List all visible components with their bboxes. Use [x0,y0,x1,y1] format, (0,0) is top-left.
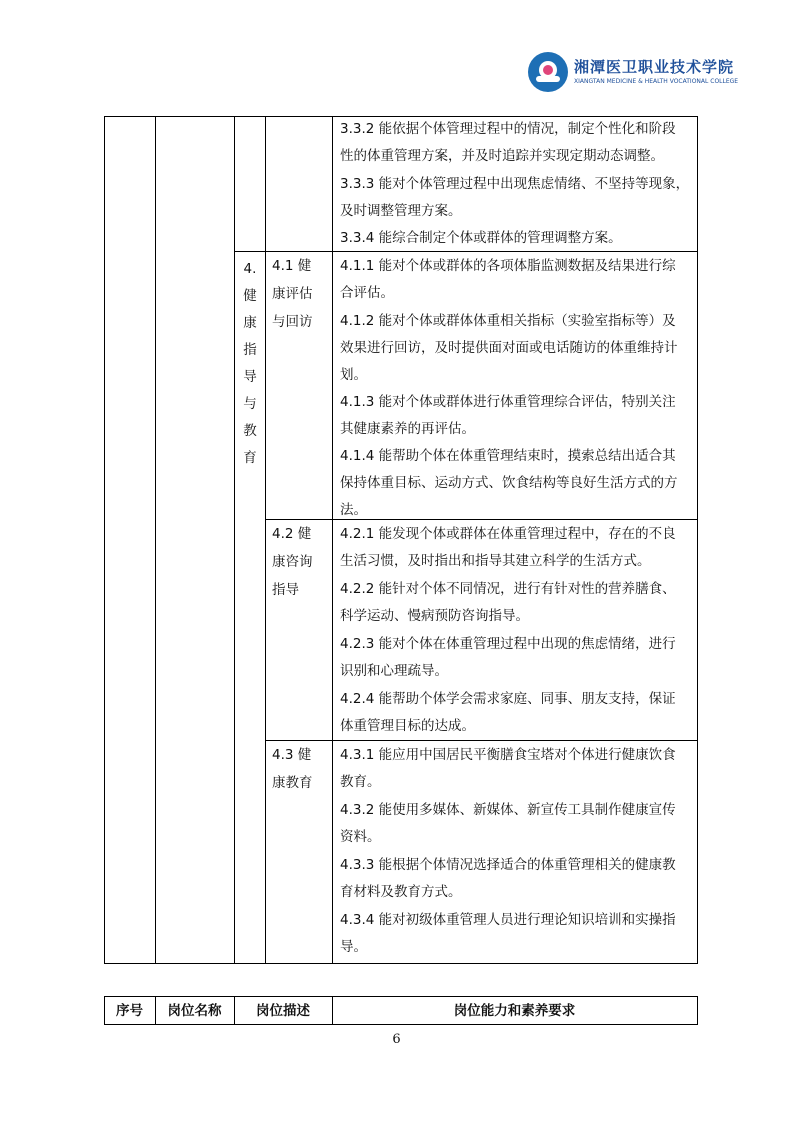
section-4-title-char: 导 [243,369,257,385]
item-4-3-4-line: 4.3.4 能对初级体重管理人员进行理论知识培训和实操指 [340,912,676,928]
college-name-en: XIANGTAN MEDICINE & HEALTH VOCATIONAL COLLEGE [574,78,739,85]
section-4-title [240,256,260,472]
section-4-title-char: 康 [243,315,257,331]
page-number: 6 [392,1032,401,1047]
item-3-3-2-line2: 性的体重管理方案，并及时追踪并实现定期动态调整。 [340,148,664,164]
section-4-title-char: 指 [243,342,257,358]
item-4-3-1-line: 4.3.1 能应用中国居民平衡膳食宝塔对个体进行健康饮食 [340,747,676,763]
section-4-title-char: 4. [243,261,257,277]
college-name-cn: 湘潭医卫职业技术学院 [574,58,735,76]
item-4-3-3-line: 育材料及教育方式。 [340,884,462,900]
college-logo [528,48,738,100]
item-4-1-4-line: 保持体重目标、运动方式、饮食结构等良好生活方式的方 [340,475,678,491]
sub-4-2-label-line: 康咨询 [272,554,313,570]
item-4-3-4-line: 导。 [340,939,367,955]
item-4-1-1-line: 4.1.1 能对个体或群体的各项体脂监测数据及结果进行综 [340,258,676,274]
header-col-position-name: 岗位名称 [167,1003,222,1019]
item-4-3-3-line: 4.3.3 能根据个体情况选择适合的体重管理相关的健康教 [340,857,676,873]
section-4-title-char: 育 [243,450,257,466]
sub-4-1-label-line: 与回访 [272,314,313,330]
item-4-1-3-line: 4.1.3 能对个体或群体进行体重管理综合评估，特别关注 [340,394,676,410]
section-4-title-char: 与 [243,396,257,412]
sub-4-3-label-line: 4.3 健 [272,747,312,763]
item-4-3-2-line: 资料。 [340,829,381,845]
sub-4-2-label-line: 指导 [272,582,299,598]
item-4-1-1-line: 合评估。 [340,285,394,301]
item-4-1-3-line: 其健康素养的再评估。 [340,421,475,437]
header-col-requirements: 岗位能力和素养要求 [453,1003,576,1019]
item-4-2-3-line: 4.2.3 能对个体在体重管理过程中出现的焦虑情绪，进行 [340,636,676,652]
item-4-2-2-line: 4.2.2 能针对个体不同情况，进行有针对性的营养膳食、 [340,581,676,597]
sub-4-3-label-line: 康教育 [272,775,313,791]
section-4-title-char: 健 [243,288,257,304]
item-3-3-2-line1: 3.3.2 能依据个体管理过程中的情况，制定个性化和阶段 [340,121,676,137]
sub-4-2-label-line: 4.2 健 [272,526,312,542]
header-col-position-desc: 岗位描述 [256,1003,310,1019]
item-4-1-2-line: 划。 [340,367,367,383]
item-4-3-1-line: 教育。 [340,774,381,790]
sub-4-1-label-line: 康评估 [272,286,313,302]
sub-4-1-label-line: 4.1 健 [272,258,312,274]
item-3-3-3-line1: 3.3.3 能对个体管理过程中出现焦虑情绪、不坚持等现象， [340,176,690,192]
item-4-1-2-line: 效果进行回访，及时提供面对面或电话随访的体重维持计 [340,340,678,356]
item-3-3-4-line1: 3.3.4 能综合制定个体或群体的管理调整方案。 [340,230,622,246]
item-4-1-2-line: 4.1.2 能对个体或群体体重相关指标（实验室指标等）及 [340,313,676,329]
header-col-index: 序号 [116,1003,143,1019]
item-4-2-4-line: 4.2.4 能帮助个体学会需求家庭、同事、朋友支持，保证 [340,691,676,707]
college-emblem-icon [528,52,568,92]
item-4-2-2-line: 科学运动、慢病预防咨询指导。 [340,608,529,624]
item-4-3-2-line: 4.3.2 能使用多媒体、新媒体、新宣传工具制作健康宣传 [340,802,676,818]
section-4-title-char: 教 [243,423,257,439]
item-4-2-1-line: 生活习惯，及时指出和指导其建立科学的生活方式。 [340,553,651,569]
item-4-2-3-line: 识别和心理疏导。 [340,663,448,679]
item-4-2-1-line: 4.2.1 能发现个体或群体在体重管理过程中，存在的不良 [340,526,676,542]
item-4-2-4-line: 体重管理目标的达成。 [340,718,475,734]
item-4-1-4-line: 4.1.4 能帮助个体在体重管理结束时，摸索总结出适合其 [340,448,676,464]
item-3-3-3-line2: 及时调整管理方案。 [340,203,462,219]
item-4-1-4-line: 法。 [340,502,367,518]
